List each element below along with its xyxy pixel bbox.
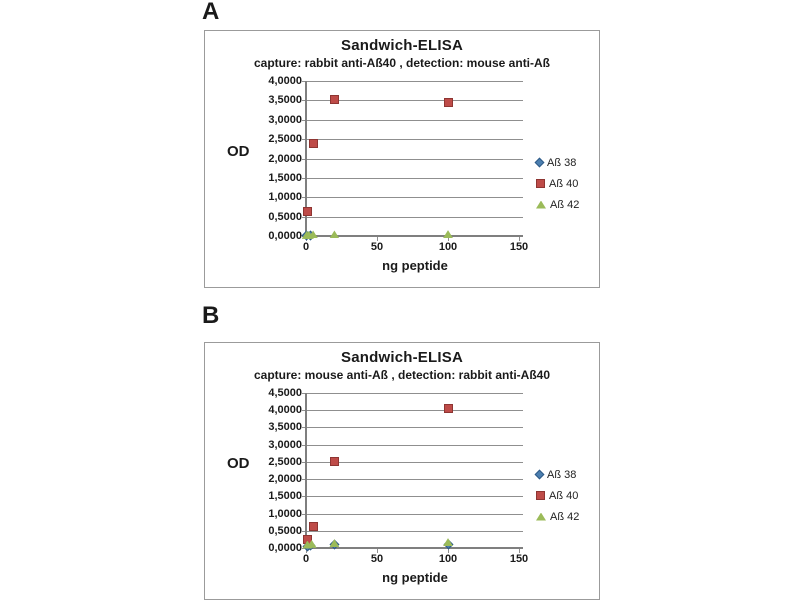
legend-marker-square <box>536 179 545 188</box>
x-axis-label: ng peptide <box>382 570 448 585</box>
gridline <box>306 217 523 218</box>
legend-item <box>536 464 579 485</box>
y-tick-label: 2,0000 <box>268 152 302 165</box>
y-tick-label: 4,0000 <box>268 75 302 87</box>
gridline <box>306 410 523 411</box>
x-tick-label: 50 <box>370 553 384 565</box>
gridline <box>306 81 523 82</box>
y-tick-label: 3,5000 <box>268 421 302 434</box>
y-tick-label: 1,0000 <box>268 507 302 520</box>
data-point-marker <box>444 404 453 413</box>
legend-label: Aß 38 <box>547 156 577 169</box>
data-point-marker <box>330 95 339 104</box>
y-tick-label: 2,5000 <box>268 133 302 146</box>
gridline <box>306 531 523 532</box>
legend-item <box>536 152 579 173</box>
x-tick-label: 0 <box>302 553 310 565</box>
y-axis-line <box>305 393 307 549</box>
legend-label: Aß 38 <box>547 468 577 481</box>
gridline <box>306 139 523 140</box>
gridline <box>306 393 523 394</box>
legend-item <box>536 506 579 527</box>
x-axis-label: ng peptide <box>382 258 448 273</box>
y-tick-label: 3,0000 <box>268 438 302 451</box>
legend-item <box>536 173 579 194</box>
x-tick-label: 0 <box>302 241 310 253</box>
legend-marker-diamond <box>535 470 545 480</box>
legend-label: Aß 42 <box>550 198 580 211</box>
y-tick-label: 1,0000 <box>268 191 302 204</box>
chart-panel-b <box>204 342 600 600</box>
chart-title: Sandwich-ELISA <box>341 349 463 366</box>
legend-marker-triangle <box>536 513 546 521</box>
y-tick-label: 2,5000 <box>268 455 302 468</box>
gridline <box>306 445 523 446</box>
y-axis-label: OD <box>227 143 250 160</box>
legend-label: Aß 40 <box>549 489 579 502</box>
legend <box>536 152 579 215</box>
y-tick-label: 3,0000 <box>268 113 302 126</box>
gridline <box>306 159 523 160</box>
legend-marker-diamond <box>535 158 545 168</box>
chart-subtitle: capture: mouse anti-Aß , detection: rabbit anti-Aß40 <box>253 368 551 382</box>
chart-panel-a <box>204 30 600 288</box>
legend-item <box>536 485 579 506</box>
y-tick-label: 4,5000 <box>268 387 302 399</box>
y-tick-label: 4,0000 <box>268 404 302 417</box>
gridline <box>306 120 523 121</box>
x-tick-label: 150 <box>509 241 529 253</box>
y-tick-label: 1,5000 <box>268 171 302 184</box>
y-axis-label: OD <box>227 455 250 472</box>
y-tick-label: 0,5000 <box>268 524 302 537</box>
y-tick-label: 2,0000 <box>268 473 302 486</box>
legend <box>536 464 579 527</box>
legend-marker-square <box>536 491 545 500</box>
legend-label: Aß 42 <box>550 510 580 523</box>
panel-label-a: A <box>202 0 220 25</box>
y-tick-label: 3,5000 <box>268 94 302 107</box>
data-point-marker <box>330 457 339 466</box>
chart-subtitle: capture: rabbit anti-Aß40 , detection: mouse anti-Aß <box>253 56 551 70</box>
chart-title: Sandwich-ELISA <box>341 37 463 54</box>
y-tick-label: 0,0000 <box>268 542 302 554</box>
x-tick-label: 100 <box>438 553 458 565</box>
y-tick-label: 0,0000 <box>268 230 302 242</box>
x-axis-line <box>305 547 523 549</box>
gridline <box>306 178 523 179</box>
data-point-marker <box>444 98 453 107</box>
legend-marker-triangle <box>536 201 546 209</box>
data-point-marker <box>309 522 318 531</box>
x-tick-label: 100 <box>438 241 458 253</box>
gridline <box>306 427 523 428</box>
x-tick-label: 50 <box>370 241 384 253</box>
x-tick-label: 150 <box>509 553 529 565</box>
panel-label-b: B <box>202 302 220 329</box>
y-tick-label: 1,5000 <box>268 490 302 503</box>
gridline <box>306 496 523 497</box>
y-tick-label: 0,5000 <box>268 210 302 223</box>
gridline <box>306 479 523 480</box>
data-point-marker <box>309 139 318 148</box>
legend-item <box>536 194 579 215</box>
legend-label: Aß 40 <box>549 177 579 190</box>
data-point-marker <box>303 207 312 216</box>
gridline <box>306 514 523 515</box>
gridline <box>306 197 523 198</box>
